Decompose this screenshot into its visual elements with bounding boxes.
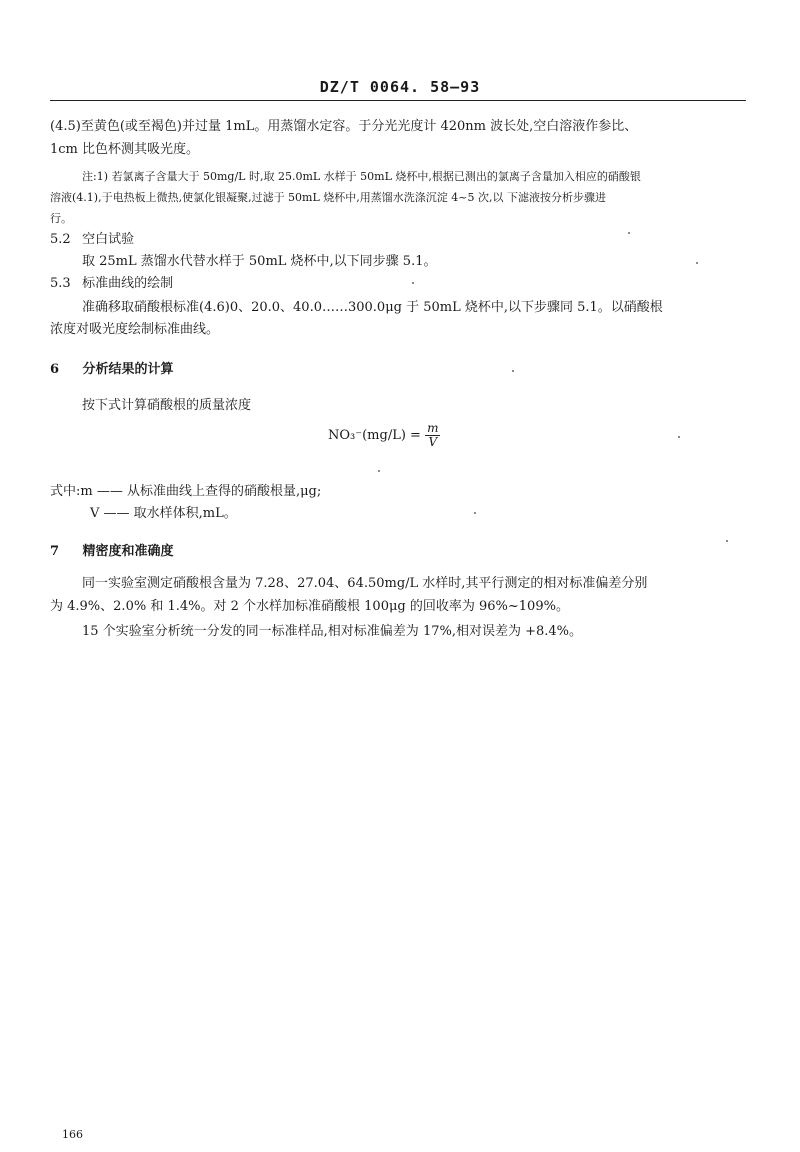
scan-speck — [412, 282, 414, 284]
note-line: 溶液(4.1),于电热板上微热,使氯化银凝聚,过滤于 50mL 烧杯中,用蒸馏水洗涤沉淀 4~5 次,以 下滤液按分析步骤进 — [50, 191, 606, 204]
where-line-v: V —— 取水样体积,mL。 — [90, 506, 237, 521]
section-5-3-heading — [50, 274, 173, 294]
section-title: 空白试验 — [82, 232, 135, 247]
formula-denominator: V — [428, 435, 438, 449]
paragraph-line: 浓度对吸光度绘制标准曲线。 — [50, 322, 220, 337]
section-number: 7 — [50, 544, 60, 559]
paragraph-line: 15 个实验室分析统一分发的同一标准样品,相对标准偏差为 17%,相对误差为 +8.4%。 — [82, 624, 583, 639]
formula-lhs: NO₃⁻(mg/L) = — [328, 428, 421, 443]
scan-speck — [474, 512, 476, 514]
paragraph-line: 1cm 比色杯测其吸光度。 — [50, 142, 200, 157]
note-line: 注:1) 若氯离子含量大于 50mg/L 时,取 25.0mL 水样于 50mL 烧杯中,根据已测出的氯离子含量加入相应的硝酸银 — [82, 170, 641, 183]
where-line-m: 式中:m —— 从标准曲线上查得的硝酸根量,μg; — [50, 484, 322, 499]
formula-numerator: m — [427, 421, 439, 435]
scan-speck — [678, 436, 680, 438]
page-number: 166 — [62, 1128, 83, 1141]
scan-speck — [512, 370, 514, 372]
scan-speck — [628, 232, 630, 234]
paragraph-line: (4.5)至黄色(或至褐色)并过量 1mL。用蒸馏水定容。于分光光度计 420nm 波长处,空白溶液作参比、 — [50, 119, 638, 134]
document-code-header: DZ/T 0064. 58—93 — [319, 78, 481, 96]
formula-fraction — [425, 422, 440, 449]
section-7-heading — [50, 542, 174, 562]
scan-speck — [378, 470, 380, 472]
header-rule — [50, 100, 746, 101]
paragraph-line: 为 4.9%、2.0% 和 1.4%。对 2 个水样加标准硝酸根 100μg 的回收率为 96%~109%。 — [50, 599, 569, 614]
section-number: 5.2 — [50, 232, 71, 247]
note-line: 行。 — [50, 212, 72, 225]
paragraph-line: 同一实验室测定硝酸根含量为 7.28、27.04、64.50mg/L 水样时,其平行测定的相对标准偏差分别 — [82, 576, 648, 591]
paragraph-line: 按下式计算硝酸根的质量浓度 — [82, 398, 252, 413]
section-6-heading — [50, 360, 174, 380]
section-number: 5.3 — [50, 276, 71, 291]
paragraph-line: 取 25mL 蒸馏水代替水样于 50mL 烧杯中,以下同步骤 5.1。 — [82, 254, 437, 269]
section-title: 精密度和准确度 — [82, 544, 174, 559]
section-title: 标准曲线的绘制 — [82, 276, 174, 291]
paragraph-line: 准确移取硝酸根标准(4.6)0、20.0、40.0……300.0μg 于 50mL 烧杯中,以下步骤同 5.1。以硝酸根 — [82, 300, 663, 315]
section-number: 6 — [50, 362, 60, 377]
section-5-2-heading — [50, 230, 134, 250]
scan-speck — [726, 540, 728, 542]
formula — [328, 422, 440, 452]
scan-speck — [696, 262, 698, 264]
section-title: 分析结果的计算 — [82, 362, 174, 377]
